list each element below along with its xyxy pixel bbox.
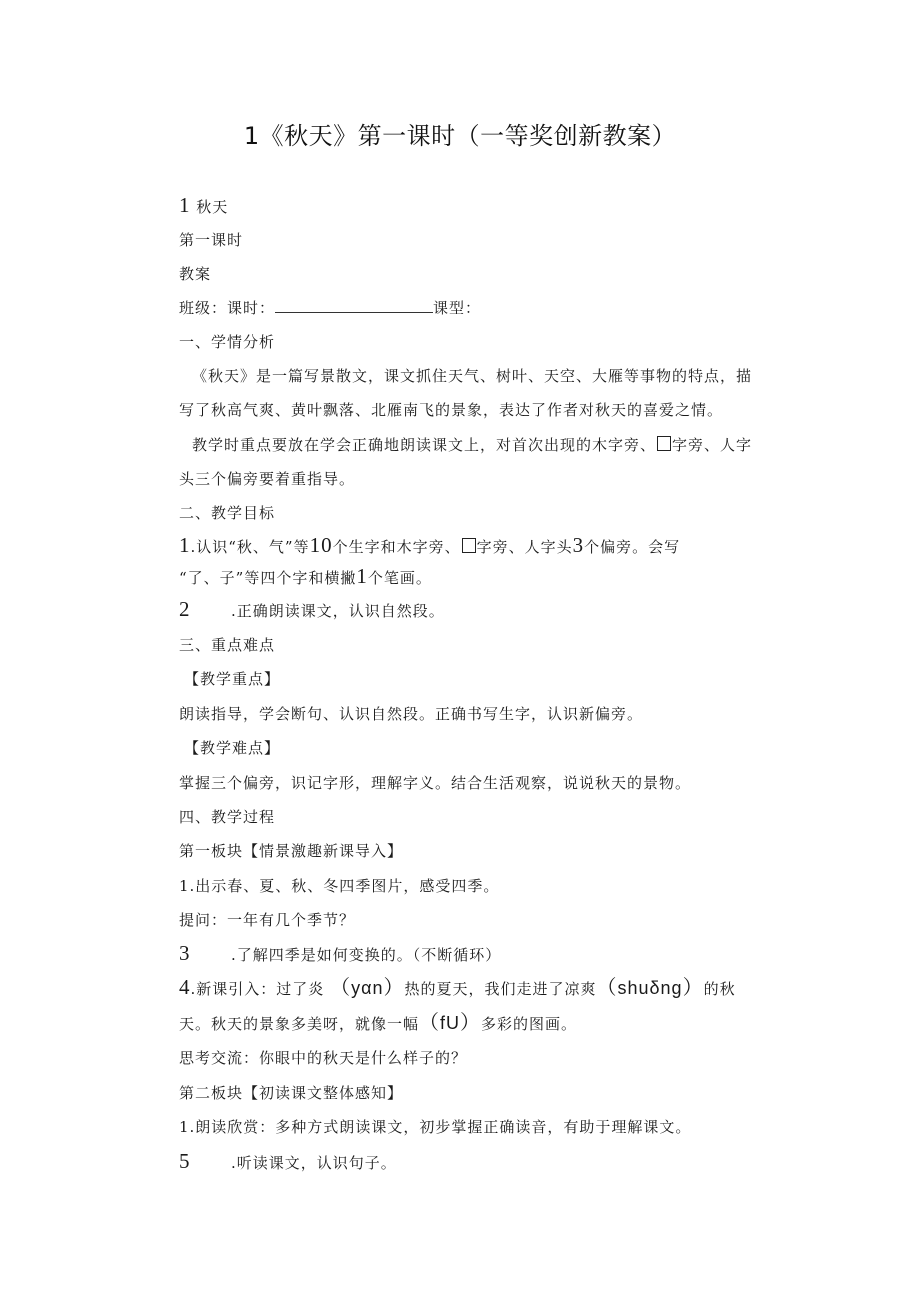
missing-glyph-box [462,538,476,553]
lesson-name: 秋天 [196,198,229,216]
goal-1-text-a: .认识“秋、气”等 [190,538,310,556]
reading-step-5 [179,1150,397,1174]
lesson-number: 1 [179,193,191,217]
step-4-text-d: 天。秋天的景象多美呀，就像一幅 [179,1015,420,1033]
goal-1-count-b: 3 [572,533,585,557]
paragraph-1-line-2: 写了秋高气爽、黄叶飘落、北雁南飞的景象，表达了作者对秋天的喜爱之情。 [179,401,724,419]
goal-1-line-1 [179,534,680,558]
paren-open: （ [419,1012,441,1034]
paragraph-2-text-a: 教学时重点要放在学会正确地朗读课文上，对首次出现的木字旁、 [192,436,657,454]
blank-underline [275,298,433,313]
goal-2-text: .正确朗读课文，认识自然段。 [231,602,445,620]
pinyin-fu: fU [440,1013,461,1033]
block-2-heading: 第二板块【初读课文整体感知】 [179,1084,404,1102]
goal-1-text-b: 个生字和木字旁、 [332,538,461,556]
difficulty-label: 【教学难点】 [184,739,281,757]
section-heading-1: 一、学情分析 [179,333,276,351]
goal-1-count-c: 1 [356,564,368,588]
difficulty-text: 掌握三个偏旁，识记字形，理解字义。结合生活观察，说说秋天的景物。 [179,774,692,792]
paragraph-1-line-1: 《秋天》是一篇写景散文，课文抓住天气、树叶、天空、大雁等事物的特点，描 [192,367,753,385]
reading-step-5-number: 5 [179,1149,191,1173]
missing-glyph-box [657,436,671,451]
section-heading-4: 四、教学过程 [179,808,276,826]
goal-1-count-a: 10 [309,533,333,557]
section-heading-2: 二、教学目标 [179,504,276,522]
goal-2-number: 2 [179,597,191,621]
period-label: 第一课时 [179,231,244,249]
reading-step-1: 1.朗读欣赏：多种方式朗读课文，初步掌握正确读音，有助于理解课文。 [179,1118,692,1136]
class-label: 班级：课时： [179,299,276,317]
step-4-text-b: 热的夏天，我们走进了凉爽 [404,980,597,998]
step-3 [179,942,501,966]
class-info-line [179,297,481,319]
step-4-text-a: .新课引入：过了炎 [190,980,325,998]
goal-2 [179,598,445,622]
step-3-text: .了解四季是如何变换的。（不断循环） [231,946,502,964]
goal-1-text-e: “了、子”等四个字和横撇 [179,569,357,587]
goal-1-text-c: 字旁、人字头 [476,538,573,556]
step-4-number: 4 [179,975,191,999]
paren-open: （ [596,977,618,999]
paragraph-2-text-b: 字旁、人字 [672,436,753,454]
block-1-heading: 第一板块【情景激趣新课导入】 [179,842,404,860]
paragraph-2-line-1 [192,434,752,456]
key-points-text: 朗读指导，学会断句、认识自然段。正确书写生字，认识新偏旁。 [179,705,644,723]
paren-close: ） [682,977,704,999]
key-points-label: 【教学重点】 [184,670,281,688]
goal-1-number: 1 [179,533,191,557]
section-heading-3: 三、重点难点 [179,636,276,654]
think-exchange: 思考交流：你眼中的秋天是什么样子的？ [179,1049,468,1067]
step-4-line-2 [179,1012,577,1035]
question-1: 提问：一年有几个季节？ [179,911,356,929]
paren-close: ） [460,1012,482,1034]
step-1: 1.出示春、夏、秋、冬四季图片，感受四季。 [179,877,500,895]
goal-1-line-2 [179,565,432,589]
pinyin-shuang: shuδng [617,978,683,998]
pinyin-yan: yαn [351,978,384,998]
lesson-heading [179,194,228,218]
step-3-number: 3 [179,941,191,965]
step-4-text-e: 多彩的图画。 [481,1015,578,1033]
goal-1-text-f: 个笔画。 [367,569,432,587]
goal-1-text-d: 个偏旁。会写 [584,538,681,556]
reading-step-5-text: .听读课文，认识句子。 [231,1154,397,1172]
step-4-text-c: 的秋 [703,980,736,998]
paren-open: （ [330,977,352,999]
paren-close: ） [383,977,405,999]
step-4-line-1 [179,976,736,1000]
type-label: 课型： [433,299,482,317]
document-title: 1《秋天》第一课时（一等奖创新教案） [243,122,677,150]
paragraph-2-line-2: 头三个偏旁要着重指导。 [179,470,356,488]
doc-type-label: 教案 [179,265,212,283]
